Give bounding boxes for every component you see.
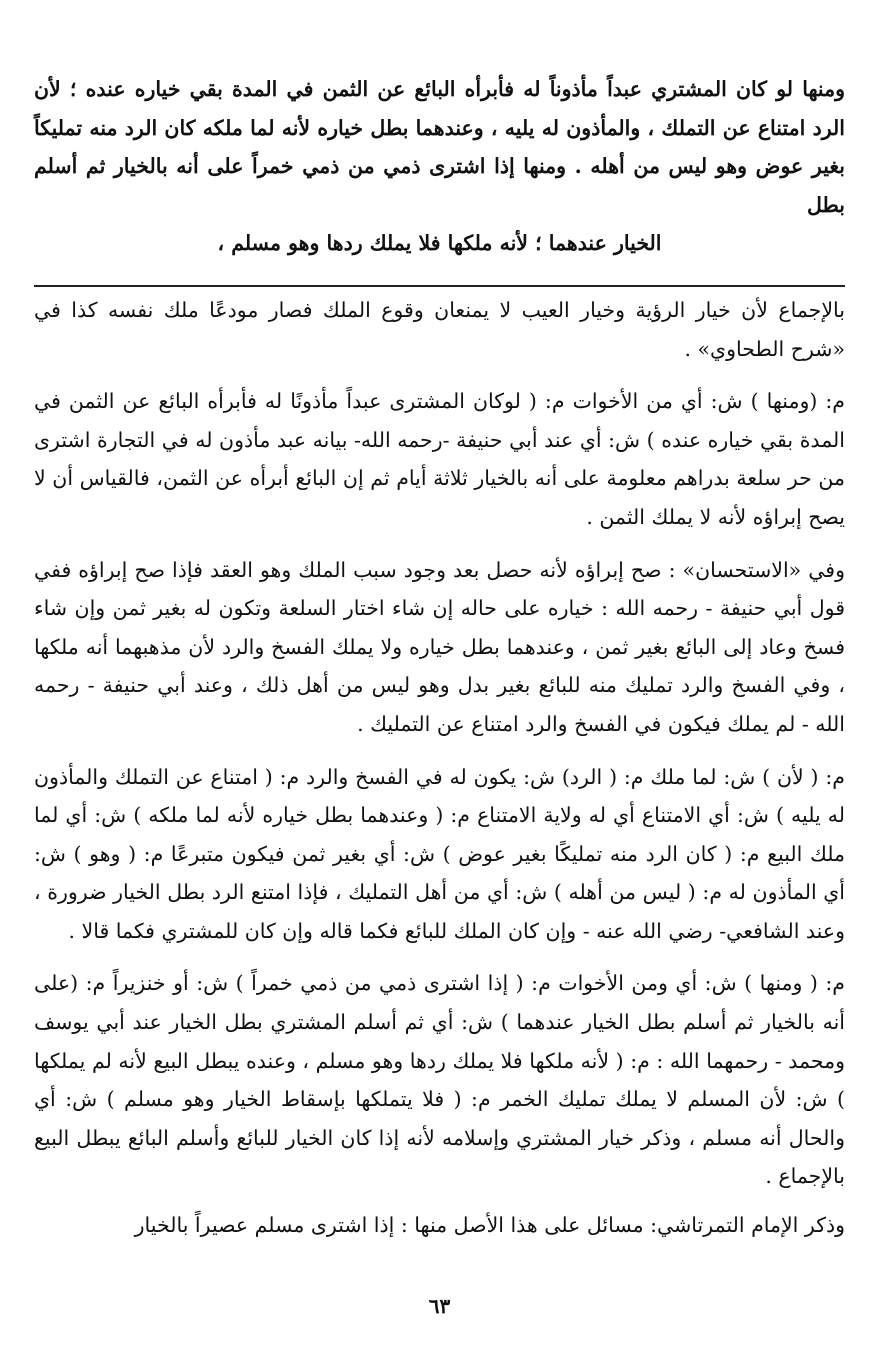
commentary-paragraph: بالإجماع لأن خيار الرؤية وخيار العيب لا يمنعان وقوع الملك فصار مودعًا ملك نفسه كذا في «شرح الطحاوي» . — [34, 297, 845, 361]
matn-paragraph: ومنها لو كان المشتري عبداً مأذوناً له فأبرأه البائع عن الثمن في المدة بقي خياره عنده ؛ لأن الرد امتناع عن التملك ، والمأذون له يليه ، وعندهما بطل خياره لأنه لما ملكه كان الرد منه تمليكاً بغير عوض وهو ليس من أهله . ومنها إذا اشترى ذمي من ذمي خمراً على أنه بالخيار ثم أسلم بطل — [34, 77, 845, 217]
commentary-sharh — [34, 291, 845, 1245]
page-number: ٦٣ — [428, 1294, 451, 1318]
matn-paragraph-final-line: الخيار عندهما ؛ لأنه ملكها فلا يملك ردها وهو مسلم ، — [217, 231, 662, 256]
main-text-matn — [34, 70, 845, 263]
commentary-paragraph: وذكر الإمام التمرتاشي: مسائل على هذا الأصل منها : إذا اشترى مسلم عصيراً بالخيار — [134, 1213, 845, 1238]
commentary-paragraph: م: ( ومنها ) ش: أي ومن الأخوات م: ( إذا اشترى ذمي من ذمي خمراً ) ش: أو خنزيراً م: (على أنه بالخيار ثم أسلم بطل الخيار عندهما ) ش: أي ثم أسلم المشتري بطل الخيار عند أبي يوسف ومحمد - رحمهما الله : م: ( لأنه ملكها فلا يملك ردها وهو مسلم ، وعنده يبطل البيع لأنه لم يملكها ) ش: لأن المسلم لا يملك تمليك الخمر م: ( فلا يتملكها بإسقاط الخيار وهو مسلم ) ش: أي والحال أنه مسلم ، وذكر خيار المشتري وإسلامه لأنه إذا كان الخيار للبائع وأسلم البائع يبطل البيع بالإجماع . — [34, 971, 845, 1189]
commentary-paragraph: م: (ومنها ) ش: أي من الأخوات م: ( لوكان المشترى عبداً مأذونًا له فأبرأه البائع عن الثمن في المدة بقي خياره عنده ) ش: أي عند أبي حنيفة -رحمه الله- بيانه عبد مأذون له في التجارة اشترى من حر سلعة بدراهم معلومة على أنه بالخيار ثلاثة أيام ثم إن البائع أبرأه عن الثمن، فالقياس أن لا يصح إبراؤه لأنه لا يملك الثمن . — [34, 389, 845, 529]
footnote-divider — [34, 285, 845, 287]
commentary-paragraph: وفي «الاستحسان» : صح إبراؤه لأنه حصل بعد وجود سبب الملك وهو العقد فإذا صح إبراؤه ففي قول أبي حنيفة - رحمه الله : خياره على حاله إن شاء اختار السلعة وتكون له بغير ثمن وإن شاء فسخ وعاد إلى البائع بغير ثمن ، وعندهما بطل خياره ولا يملك الفسخ والرد لأن مذهبهما أنه ملكها ، وفي الفسخ والرد تمليك منه للبائع بغير بدل وهو ليس من أهل ذلك ، وعند أبي حنيفة - رحمه الله - لم يملك فيكون في الفسخ والرد امتناع عن التمليك . — [34, 557, 845, 736]
commentary-paragraph: م: ( لأن ) ش: لما ملك م: ( الرد) ش: يكون له في الفسخ والرد م: ( امتناع عن التملك والمأذون له يليه ) ش: أي الامتناع أي له ولاية الامتناع م: ( وعندهما بطل خياره لأنه لما ملكه ) ش: أي لما ملك البيع م: ( كان الرد منه تمليكًا بغير عوض ) ش: أي بغير ثمن فيكون متبرعًا م: ( وهو ) ش: أي المأذون له م: ( ليس من أهله ) ش: أي من أهل التمليك ، فإذا امتنع الرد بطل الخيار ضرورة ، وعند الشافعي- رضي الله عنه - وإن كان الملك للبائع فكما قاله وإن كان للمشتري فكما قالا . — [34, 764, 845, 943]
